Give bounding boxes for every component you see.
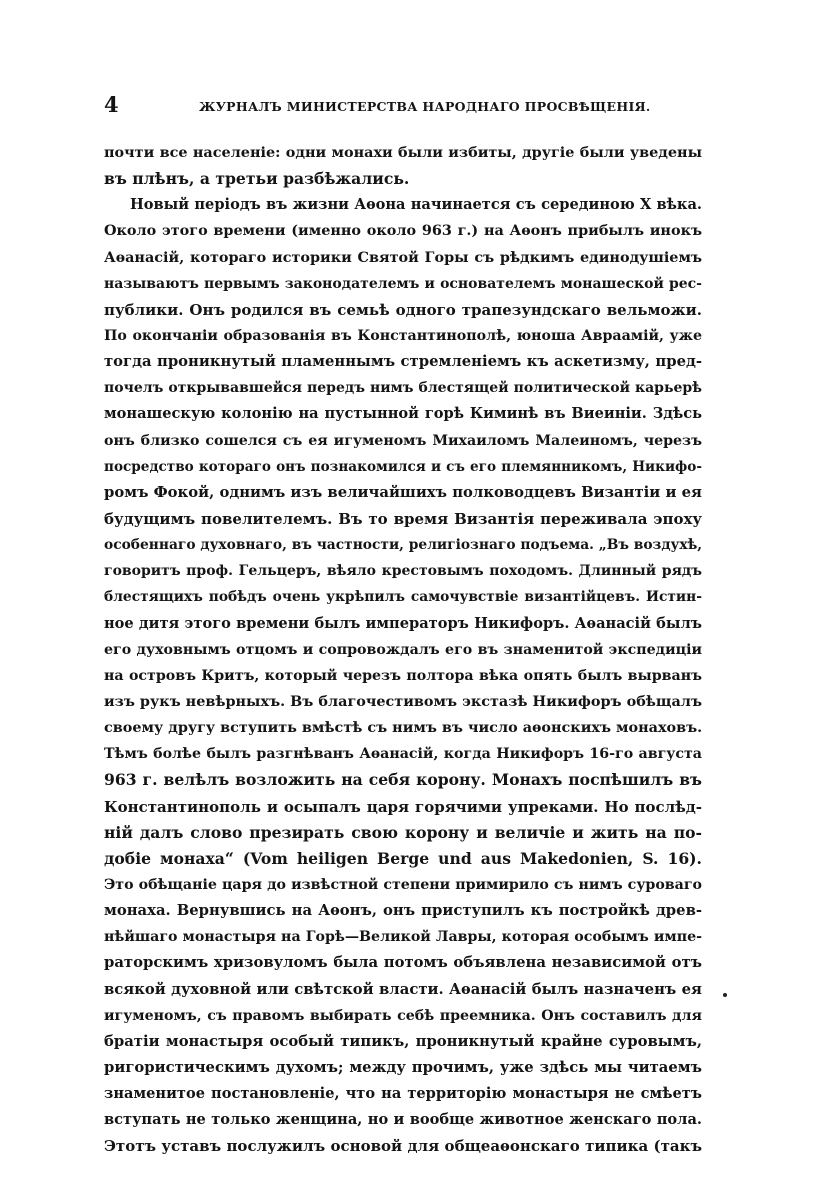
text-line: 963 г. велѣлъ возложить на себя корону. Монахъ поспѣшилъ въ: [104, 770, 702, 790]
text-line: почелъ открывавшейся передъ нимъ блестящей политической карьерѣ: [104, 380, 702, 397]
body-text: [104, 140, 702, 1159]
text-line: публики. Онъ родился въ семьѣ одного трапезундскаго вельможи.: [104, 300, 702, 319]
text-line: говоритъ проф. Гельцеръ, вѣяло крестовымъ походомъ. Длинный рядъ: [104, 563, 702, 580]
text-line: своему другу вступить вмѣстѣ съ нимъ въ число аѳонскихъ монаховъ.: [104, 719, 702, 737]
text-line: его духовнымъ отцомъ и сопровождалъ его въ знаменитой экспедиціи: [104, 641, 702, 658]
text-line: игуменомъ, съ правомъ выбирать себѣ преемника. Онъ составилъ для: [104, 1007, 702, 1024]
text-line: почти все населеніе: одни монахи были избиты, другіе были уведены: [104, 144, 702, 161]
page-header: [104, 92, 704, 122]
text-line: Аѳанасій, котораго историки Святой Горы съ рѣдкимъ единодушіемъ: [104, 248, 702, 266]
text-line: особеннаго духовнаго, въ частности, религіознаго подъема. „Въ воздухѣ,: [104, 537, 702, 554]
text-line: Около этого времени (именно около 963 г.) на Аѳонъ прибылъ инокъ: [104, 222, 702, 240]
text-line: ное дитя этого времени былъ императоръ Никифоръ. Аѳанасій былъ: [104, 614, 702, 632]
text-line: братіи монастыря особый типикъ, проникнутый крайне суровымъ,: [104, 1032, 702, 1050]
page-number: 4: [104, 92, 119, 117]
text-line: Константинополь и осыпалъ царя горячими упреками. Но послѣд-: [104, 797, 702, 816]
text-line: ромъ Фокой, однимъ изъ величайшихъ полководцевъ Византіи и ея: [104, 483, 702, 501]
text-line: блестящихъ побѣдъ очень укрѣпилъ самочувствіе византійцевъ. Истин-: [104, 589, 702, 606]
text-line: раторскимъ хризовуломъ была потомъ объявлена независимой отъ: [104, 954, 702, 972]
text-line: Этотъ уставъ послужилъ основой для общеаѳонскаго типика (такъ: [104, 1137, 702, 1156]
text-line: тогда проникнутый пламеннымъ стремленіемъ къ аскетизму, пред-: [104, 353, 702, 371]
text-line: посредство котораго онъ познакомился и съ его племянникомъ, Никифо-: [104, 458, 702, 475]
text-line: онъ близко сошелся съ ея игуменомъ Михаиломъ Малеиномъ, черезъ: [104, 432, 702, 449]
text-line: будущимъ повелителемъ. Въ то время Византія переживала эпоху: [104, 509, 702, 528]
text-line: всякой духовной или свѣтской власти. Аѳанасій былъ назначенъ ея: [104, 980, 702, 998]
text-line: монаха. Вернувшись на Аѳонъ, онъ приступилъ къ постройкѣ древ-: [104, 902, 702, 920]
text-line: изъ рукъ невѣрныхъ. Въ благочестивомъ экстазѣ Никифоръ обѣщалъ: [104, 692, 702, 710]
running-head: ЖУРНАЛЪ МИНИСТЕРСТВА НАРОДНАГО ПРОСВѢЩЕНІЯ.: [199, 99, 651, 114]
text-line: вступать не только женщина, но и вообще животное женскаго пола.: [104, 1111, 702, 1129]
text-line: Тѣмъ болѣе былъ разгнѣванъ Аѳанасій, когда Никифоръ 16-го августа: [104, 746, 702, 763]
text-line: Это обѣщаніе царя до извѣстной степени примирило съ нимъ суроваго: [104, 876, 702, 893]
text-line: знаменитое постановленіе, что на территорію монастыря не смѣетъ: [104, 1085, 702, 1103]
text-line: монашескую колонію на пустынной горѣ Киминѣ въ Виеиніи. Здѣсь: [104, 405, 702, 423]
text-line: ній далъ слово презирать свою корону и величіе и жить на по-: [104, 822, 702, 842]
text-line: ригористическимъ духомъ; между прочимъ, уже здѣсь мы читаемъ: [104, 1058, 702, 1076]
text-line: въ плѣнъ, а третьи разбѣжались.: [104, 169, 410, 189]
text-line: называютъ первымъ законодателемъ и основателемъ монашеской рес-: [104, 275, 702, 292]
print-speck: [723, 993, 727, 997]
text-line: Новый періодъ въ жизни Аѳона начинается съ серединою X вѣка.: [130, 196, 702, 214]
text-line: добіе монаха“ (Vom heiligen Berge und aus Makedonien, S. 16).: [104, 848, 702, 868]
text-line: По окончаніи образованія въ Константинополѣ, юноша Авраамій, уже: [104, 327, 702, 344]
text-line: нѣйшаго монастыря на Горѣ—Великой Лавры, которая особымъ импе-: [104, 929, 702, 946]
text-line: на островъ Критъ, который черезъ полтора вѣка опять былъ вырванъ: [104, 667, 702, 684]
